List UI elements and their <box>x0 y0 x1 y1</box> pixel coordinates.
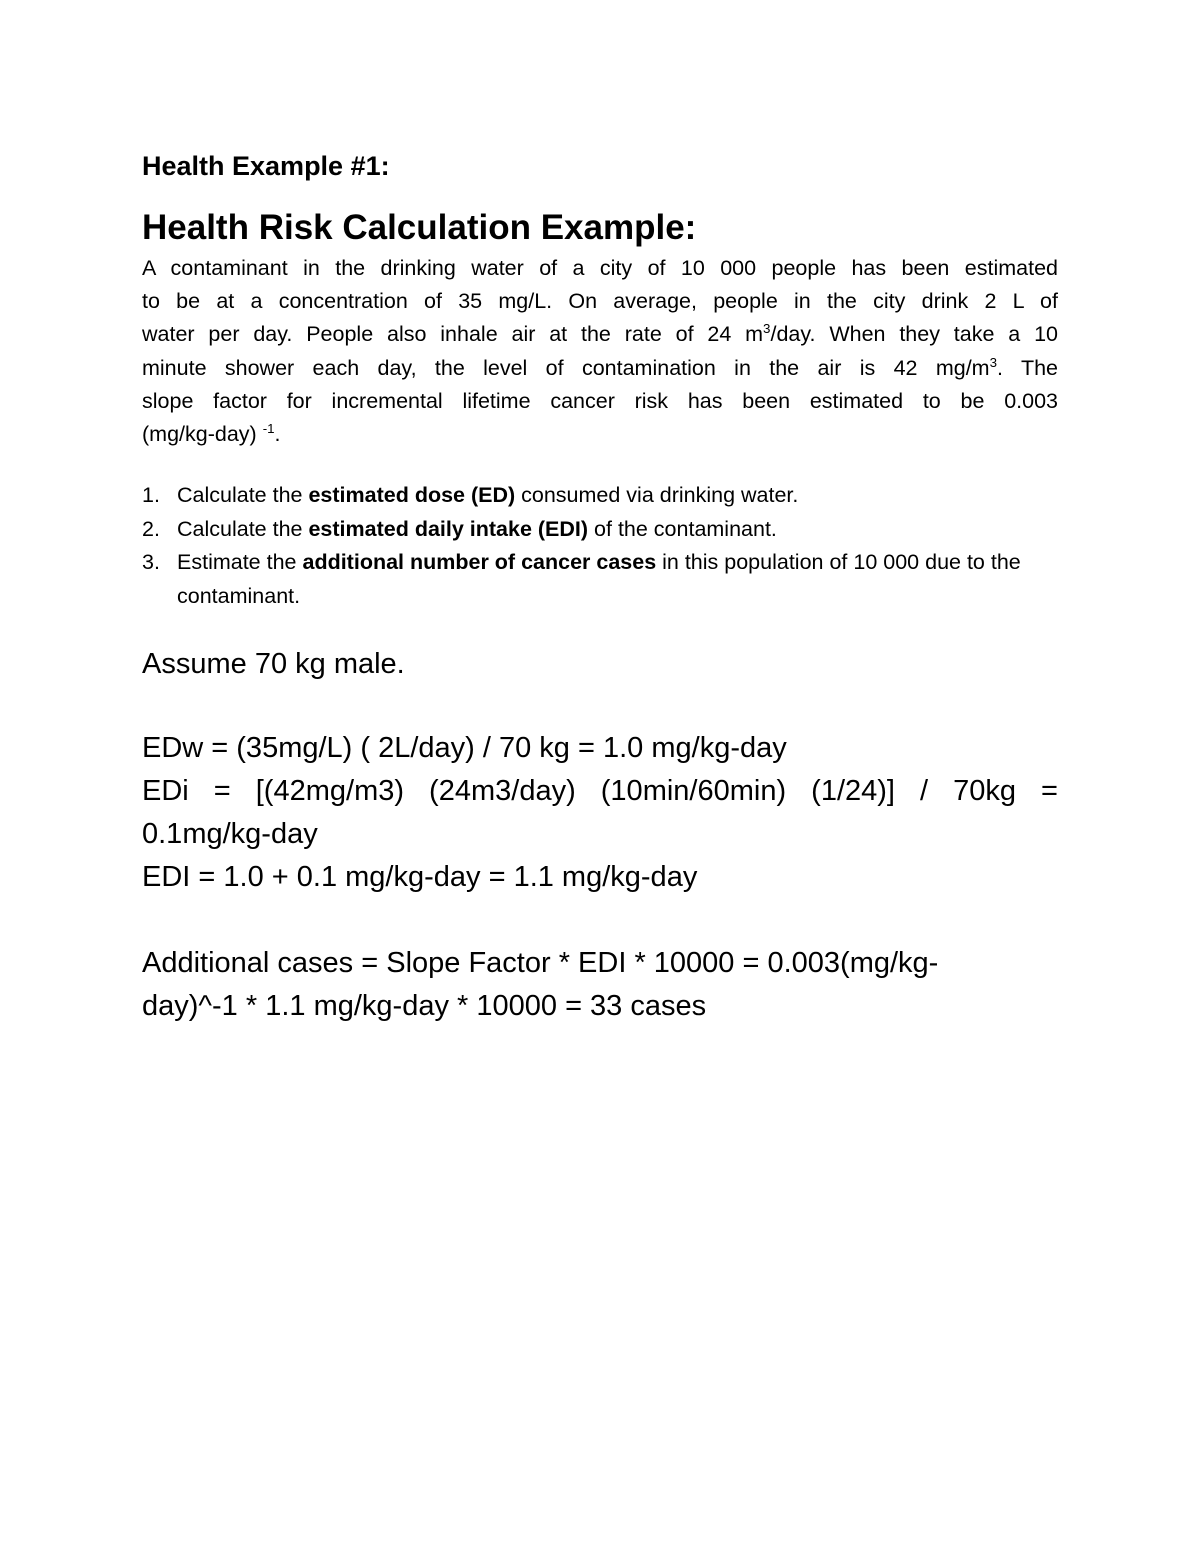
superscript: -1 <box>262 420 275 436</box>
cases-equation-result: day)^-1 * 1.1 mg/kg-day * 10000 = 33 cases <box>142 990 707 1023</box>
question-text: in this population of 10 000 due to the contaminant. <box>177 550 1021 608</box>
question-emphasis: additional number of cancer cases <box>302 550 657 575</box>
problem-line <box>142 285 1058 318</box>
problem-text: A contaminant in the drinking water of a city of 10 000 people has been estimated <box>142 256 1058 280</box>
problem-text: to be at a concentration of 35 mg/L. On average, people in the city drink 2 L of <box>142 289 1058 314</box>
edi-equation-result: 0.1mg/kg-day <box>142 818 318 851</box>
question-text: Calculate the <box>177 483 309 508</box>
cases-equation: Additional cases = Slope Factor * EDI * 10000 = 0.003(mg/kg- <box>142 947 939 980</box>
problem-text: water per day. People also inhale air at the rate of 24 m <box>142 322 764 347</box>
problem-text: /day. When they take a 10 <box>770 322 1058 347</box>
question-text: Estimate the <box>177 550 303 575</box>
additional-cases-calculation <box>142 942 1058 1028</box>
superscript: 3 <box>989 354 998 370</box>
superscript: 3 <box>763 321 771 337</box>
list-number: 2. <box>142 516 160 541</box>
problem-text: . <box>274 422 281 447</box>
list-item <box>142 513 1058 547</box>
problem-line <box>142 352 1058 385</box>
section-heading: Health Risk Calculation Example: <box>142 208 697 247</box>
problem-line <box>142 252 1058 285</box>
question-emphasis: estimated daily intake (EDI) <box>308 516 589 541</box>
list-number: 3. <box>142 550 160 575</box>
problem-line <box>142 385 1058 418</box>
problem-text: (mg/kg-day) <box>142 422 257 447</box>
edi-total-equation: EDI = 1.0 + 0.1 mg/kg-day = 1.1 mg/kg-day <box>142 861 698 894</box>
page-content <box>142 142 1058 1028</box>
problem-line <box>142 418 1058 451</box>
list-item <box>142 546 1058 613</box>
question-text: of the contaminant. <box>588 516 777 541</box>
problem-line <box>142 318 1058 351</box>
problem-statement <box>142 252 1058 451</box>
problem-text: minute shower each day, the level of contamination in the air is 42 mg/m <box>142 355 990 380</box>
page-title: Health Example #1: <box>142 151 390 181</box>
list-item <box>142 479 1058 513</box>
edw-equation: EDw = (35mg/L) ( 2L/day) / 70 kg = 1.0 mg/kg-day <box>142 732 787 765</box>
question-text: Calculate the <box>177 516 309 541</box>
dose-calculations <box>142 727 1058 899</box>
list-number: 1. <box>142 483 160 508</box>
edi-equation: EDi = [(42mg/m3) (24m3/day) (10min/60min) (1/24)] / 70kg = <box>142 775 1058 808</box>
question-list <box>142 479 1058 613</box>
assumption-text: Assume 70 kg male. <box>142 648 405 681</box>
question-emphasis: estimated dose (ED) <box>308 483 516 508</box>
problem-text: slope factor for incremental lifetime cancer risk has been estimated to be 0.003 <box>142 388 1058 413</box>
problem-text: . The <box>997 355 1058 380</box>
question-text: consumed via drinking water. <box>515 483 799 508</box>
